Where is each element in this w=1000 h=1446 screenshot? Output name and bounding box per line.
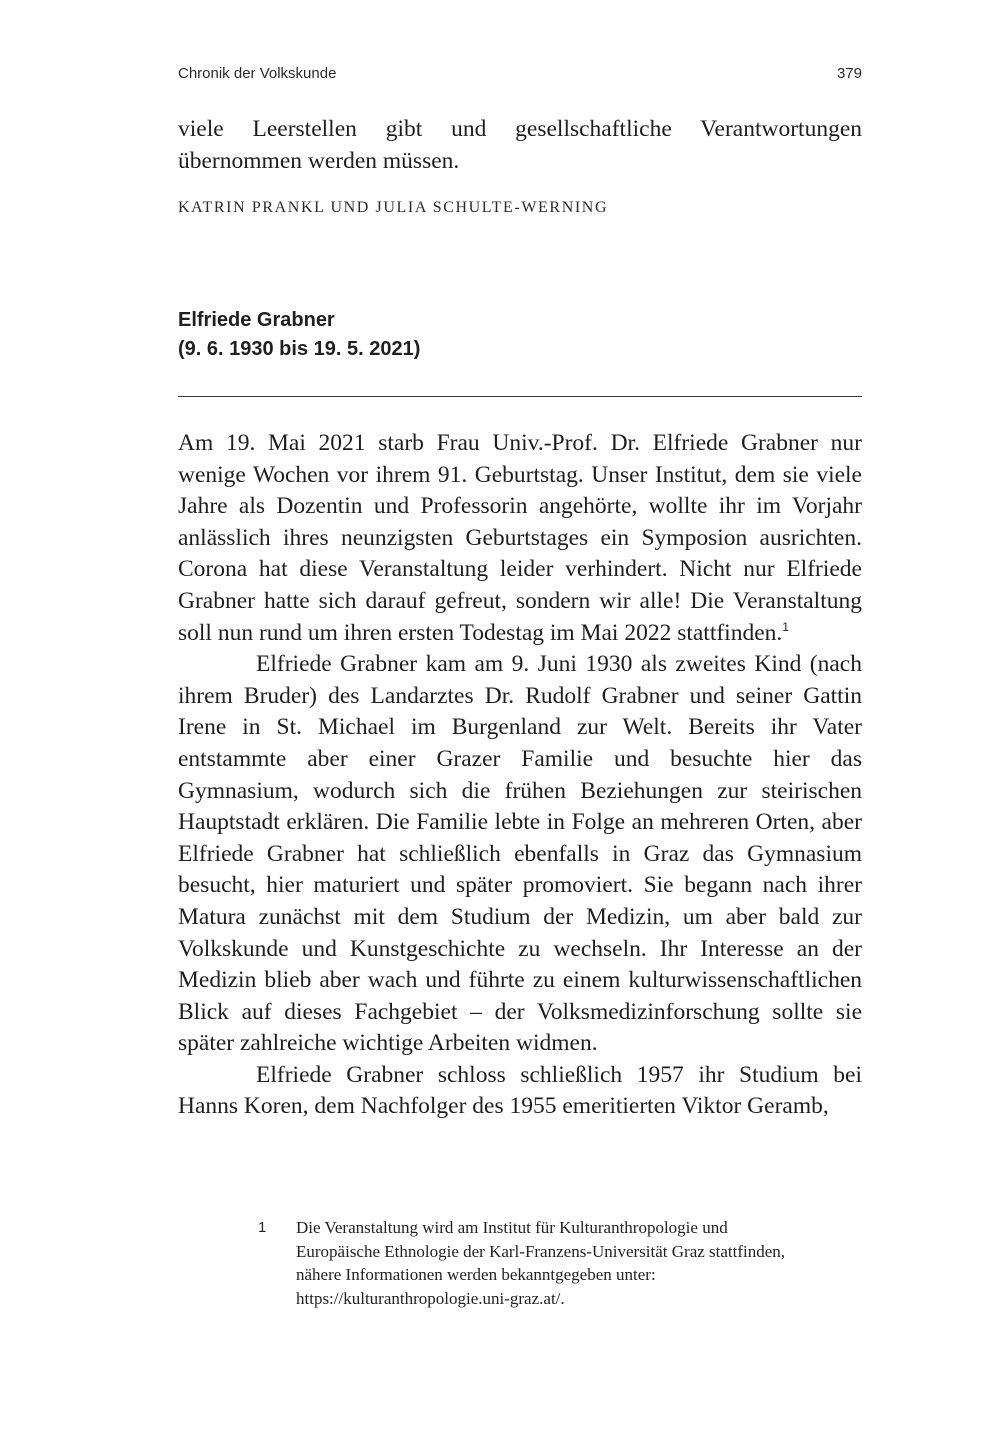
running-header-title: Chronik der Volkskunde <box>178 65 337 82</box>
body-paragraph-3: Elfriede Grabner schloss schließlich 1957 ihr Studium bei Hanns Koren, dem Nachfolger des 1955 emeritierten Viktor Geramb, <box>178 1061 862 1120</box>
body-paragraph-2: Elfriede Grabner kam am 9. Juni 1930 als zweites Kind (nach ihrem Bruder) des Landarztes Dr. Rudolf Grabner und seiner Gattin Irene in St. Michael im Burgenland zur Welt. Bereits ihr Vater entstammte aber einer Grazer Familie und besuchte hier das Gymnasium, wodurch sich die frühen Beziehungen zur steirischen Hauptstadt erklären. Die Familie lebte in Folge an mehreren Orten, aber Elfriede Grabner hat schließlich ebenfalls in Graz das Gymnasium besucht, hier maturiert und später promoviert. Sie begann nach ihrer Matura zunächst mit dem Studium der Medizin, um aber bald zur Volkskunde und Kunstgeschichte zu wechseln. Ihr Interesse an der Medizin blieb aber wach und führte zu einem kulturwissenschaftlichen Blick auf dieses Fachgebiet – der Volksmedizinforschung sollte sie später zahlreiche wichtige Arbeiten widmen. <box>178 651 862 1057</box>
article-dates: (9. 6. 1930 bis 19. 5. 2021) <box>178 338 421 360</box>
page-number: 379 <box>836 65 862 82</box>
footnote-text: Die Veranstaltung wird am Institut für Kulturanthropologie und Europäische Ethnologie der Karl-Franzens-Universität Graz stattfinden, nähere Informationen werden bekanntgegeben unter: https://kulturanthropologie.uni-graz.at/. <box>296 1218 786 1308</box>
body-paragraph-1 <box>178 428 862 649</box>
footnote-reference: 1 <box>782 619 789 634</box>
footnote-number: 1 <box>258 1219 267 1236</box>
article-body <box>178 428 862 1123</box>
heading-divider <box>178 396 862 397</box>
article-heading <box>178 306 420 364</box>
previous-article-closing <box>178 114 862 177</box>
closing-paragraph: viele Leerstellen gibt und gesellschaftliche Verantwortungen übernommen werden müssen. <box>178 116 862 174</box>
previous-article-authors: KATRIN PRANKL UND JULIA SCHULTE-WERNING <box>178 199 609 216</box>
paragraph-text: Am 19. Mai 2021 starb Frau Univ.-Prof. Dr. Elfriede Grabner nur wenige Wochen vor ihrem 91. Geburtstag. Unser Institut, dem sie viele Jahre als Dozentin und Professorin angehörte, wollte ihr im Vorjahr anlässlich ihres neunzigsten Geburtstages ein Symposion ausrichten. Corona hat diese Veranstaltung leider verhindert. Nicht nur Elfriede Grabner hatte sich darauf gefreut, sondern wir alle! Die Veranstaltung soll nun rund um ihren ersten Todestag im Mai 2022 stattfinden. <box>178 430 862 646</box>
article-title: Elfriede Grabner <box>178 309 335 331</box>
running-header <box>178 65 862 89</box>
